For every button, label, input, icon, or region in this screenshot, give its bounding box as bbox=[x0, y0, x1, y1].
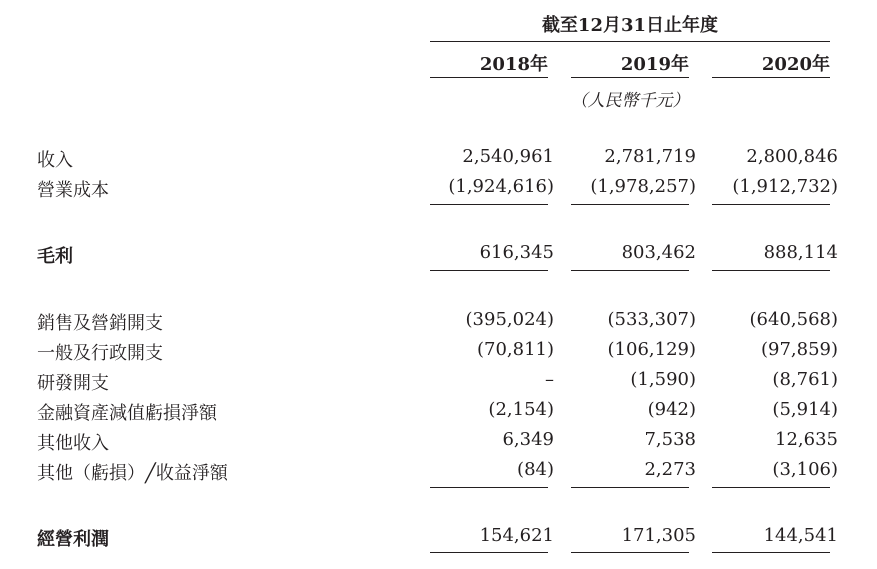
value-2018: 6,349 bbox=[502, 429, 554, 450]
subtotal-rule bbox=[712, 204, 830, 205]
value-2019: 803,462 bbox=[621, 242, 696, 263]
value-2020: (97,859) bbox=[760, 339, 838, 360]
value-2020: (1,912,732) bbox=[732, 176, 838, 197]
value-2020: 12,635 bbox=[775, 429, 838, 450]
total-rule bbox=[712, 552, 830, 553]
subtotal-rule bbox=[571, 270, 689, 271]
row-label: 其他收入 bbox=[37, 433, 109, 454]
period-header: 截至12月31日止年度 bbox=[541, 15, 719, 36]
value-2018: (84) bbox=[517, 459, 554, 480]
value-2018: 616,345 bbox=[479, 242, 554, 263]
subtotal-rule bbox=[430, 270, 548, 271]
subtotal-rule bbox=[430, 487, 548, 488]
value-2020: 2,800,846 bbox=[746, 146, 838, 167]
value-2018: (70,811) bbox=[476, 339, 554, 360]
subtotal-rule bbox=[430, 204, 548, 205]
row-label: 研發開支 bbox=[37, 373, 109, 394]
year-2020-header: 2020年 bbox=[761, 54, 830, 75]
row-label: 收入 bbox=[37, 150, 73, 171]
total-rule bbox=[430, 552, 548, 553]
value-2018: (1,924,616) bbox=[448, 176, 554, 197]
value-2019: 2,781,719 bbox=[604, 146, 696, 167]
total-rule bbox=[571, 552, 689, 553]
value-2018: 2,540,961 bbox=[462, 146, 554, 167]
year-2018-underline bbox=[430, 77, 548, 78]
row-label: 營業成本 bbox=[37, 180, 109, 201]
value-2020: (3,106) bbox=[772, 459, 838, 480]
value-2019: (533,307) bbox=[607, 309, 696, 330]
value-2020: (8,761) bbox=[772, 369, 838, 390]
currency-unit: （人民幣千元） bbox=[570, 91, 690, 111]
value-2019: (1,978,257) bbox=[590, 176, 696, 197]
value-2020: (5,914) bbox=[772, 399, 838, 420]
period-underline bbox=[430, 41, 830, 42]
value-2020: 888,114 bbox=[763, 242, 838, 263]
value-2020: 144,541 bbox=[763, 525, 838, 546]
value-2019: (106,129) bbox=[607, 339, 696, 360]
value-2018: 154,621 bbox=[479, 525, 554, 546]
year-2020-underline bbox=[712, 77, 830, 78]
value-2019: (942) bbox=[647, 399, 696, 420]
value-2019: 171,305 bbox=[621, 525, 696, 546]
row-label: 其他（虧損）╱收益淨額 bbox=[37, 463, 228, 484]
row-label: 經營利潤 bbox=[37, 529, 109, 550]
value-2019: (1,590) bbox=[630, 369, 696, 390]
value-2018: (2,154) bbox=[488, 399, 554, 420]
year-2018-header: 2018年 bbox=[479, 54, 548, 75]
value-2019: 7,538 bbox=[644, 429, 696, 450]
row-label: 銷售及營銷開支 bbox=[37, 313, 163, 334]
subtotal-rule bbox=[571, 204, 689, 205]
row-label: 一般及行政開支 bbox=[37, 343, 163, 364]
row-label: 毛利 bbox=[37, 246, 73, 267]
subtotal-rule bbox=[712, 270, 830, 271]
value-2019: 2,273 bbox=[644, 459, 696, 480]
value-2018: – bbox=[545, 369, 554, 390]
row-label: 金融資產減值虧損淨額 bbox=[37, 403, 217, 424]
year-2019-header: 2019年 bbox=[620, 54, 689, 75]
value-2018: (395,024) bbox=[465, 309, 554, 330]
subtotal-rule bbox=[571, 487, 689, 488]
subtotal-rule bbox=[712, 487, 830, 488]
value-2020: (640,568) bbox=[749, 309, 838, 330]
year-2019-underline bbox=[571, 77, 689, 78]
